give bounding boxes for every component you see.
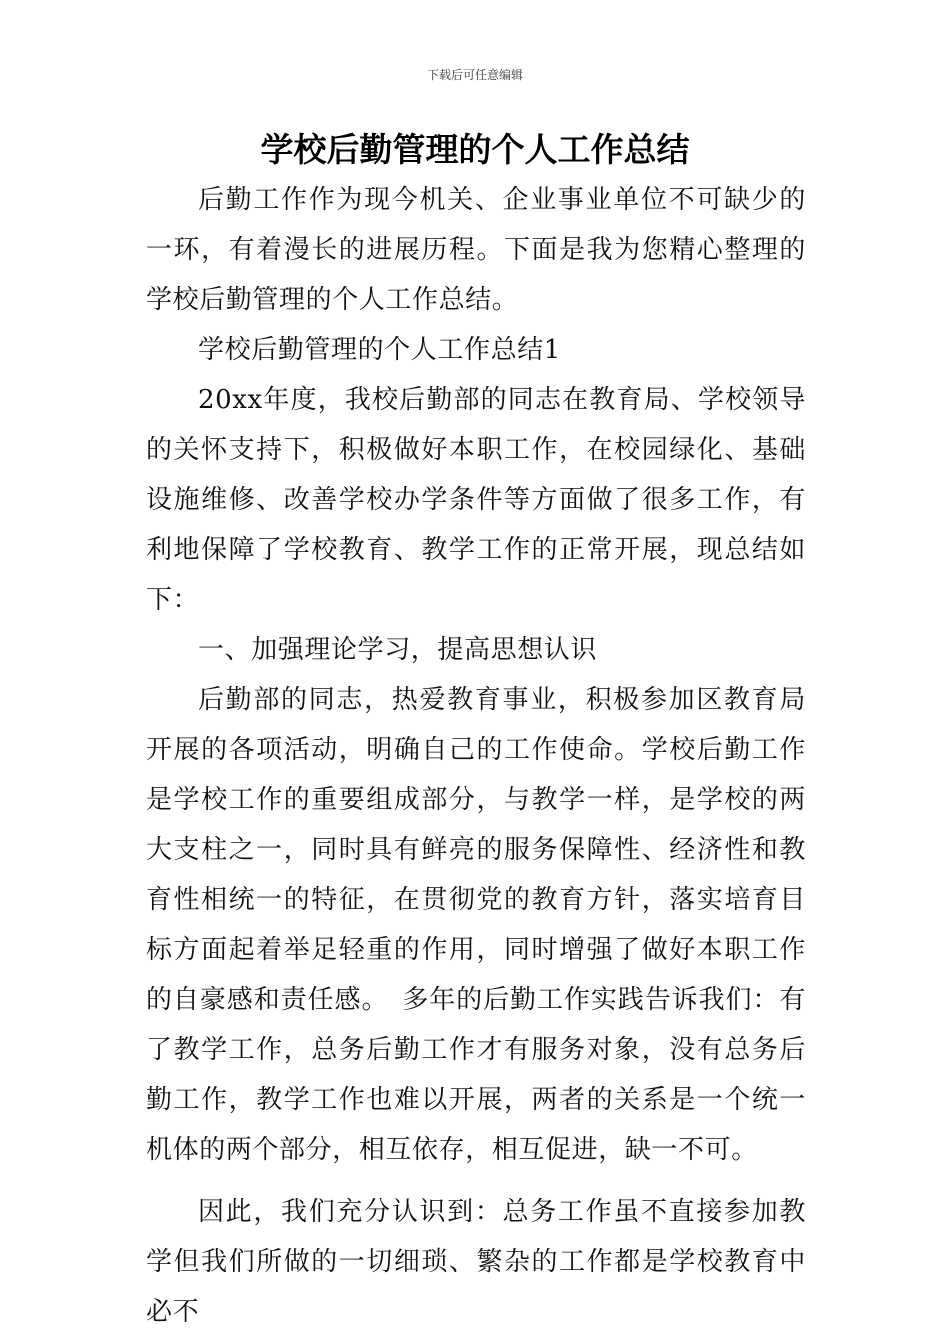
document-body xyxy=(146,175,806,1337)
header-note: 下载后可任意编辑 xyxy=(426,68,523,82)
section-heading-1: 学校后勤管理的个人工作总结1 xyxy=(198,335,561,365)
paragraph-conclusion: 因此，我们充分认识到：总务工作虽不直接参加教学但我们所做的一切细琐、繁杂的工作都是学校教育中必不 xyxy=(146,1197,806,1327)
paragraph-theory: 后勤部的同志，热爱教育事业，积极参加区教育局开展的各项活动，明确自己的工作使命。学校后勤工作是学校工作的重要组成部分，与教学一样，是学校的两大支柱之一，同时具有鲜亮的服务保障性、经济性和教育性相统一的特征，在贯彻党的教育方针，落实培育目标方面起着举足轻重的作用，同时增强了做好本职工作的自豪感和责任感。 多年的后勤工作实践告诉我们：有了教学工作，总务后勤工作才有服务对象，没有总务后勤工作，教学工作也难以开展，两者的关系是一个统一机体的两个部分，相互依存，相互促进，缺一不可。 xyxy=(146,685,806,1165)
paragraph-overview: 20xx年度，我校后勤部的同志在教育局、学校领导的关怀支持下，积极做好本职工作，在校园绿化、基础设施维修、改善学校办学条件等方面做了很多工作，有利地保障了学校教育、教学工作的正常开展，现总结如下： xyxy=(146,385,806,615)
subheading-1: 一、加强理论学习，提高思想认识 xyxy=(198,635,598,665)
document-title: 学校后勤管理的个人工作总结 xyxy=(260,130,690,169)
paragraph-intro: 后勤工作作为现今机关、企业事业单位不可缺少的一环，有着漫长的进展历程。下面是我为您精心整理的学校后勤管理的个人工作总结。 xyxy=(146,185,806,315)
